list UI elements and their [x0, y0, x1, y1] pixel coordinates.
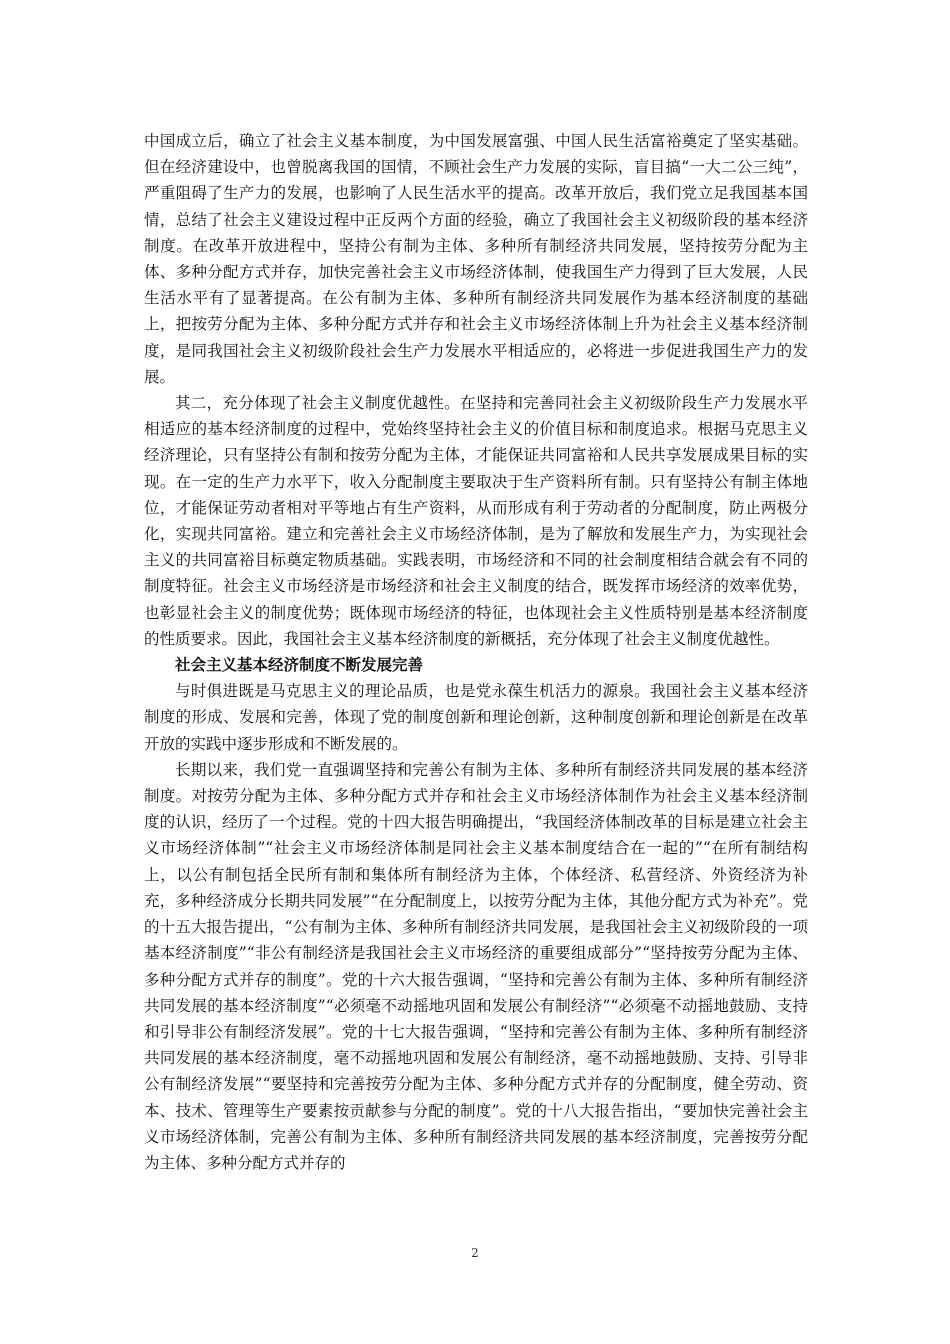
paragraph-history: 长期以来，我们党一直强调坚持和完善公有制为主体、多种所有制经济共同发展的基本经济制度。对按劳分配为主体、多种分配方式并存和社会主义市场经济体制作为社会主义基本经济制度的认识，经历了一个过程。党的十四大报告明确提出，“我国经济体制改革的目标是建立社会主义市场经济体制”“社会主义市场经济体制是同社会主义基本制度结合在一起的”“在所有制结构上，以公有制包括全民所有制和集体所有制经济为主体，个体经济、私营经济、外资经济为补充，多种经济成分长期共同发展”“在分配制度上，以按劳分配为主体，其他分配方式为补充”。党的十五大报告提出，“公有制为主体、多种所有制经济共同发展，是我国社会主义初级阶段的一项基本经济制度”“非公有制经济是我国社会主义市场经济的重要组成部分”“坚持按劳分配为主体、多种分配方式并存的制度”。党的十六大报告强调，“坚持和完善公有制为主体、多种所有制经济共同发展的基本经济制度”“必须毫不动摇地巩固和发展公有制经济”“必须毫不动摇地鼓励、支持和引导非公有制经济发展”。党的十七大报告强调，“坚持和完善公有制为主体、多种所有制经济共同发展的基本经济制度，毫不动摇地巩固和发展公有制经济，毫不动摇地鼓励、支持、引导非公有制经济发展”“要坚持和完善按劳分配为主体、多种分配方式并存的分配制度，健全劳动、资本、技术、管理等生产要素按贡献参与分配的制度”。党的十八大报告指出，“要加快完善社会主义市场经济体制，完善公有制为主体、多种所有制经济共同发展的基本经济制度，完善按劳分配为主体、多种分配方式并存的: [144, 760, 808, 1172]
page-number: 2: [471, 1246, 479, 1260]
paragraph-keep-pace: 与时俱进既是马克思主义的理论品质，也是党永葆生机活力的源泉。我国社会主义基本经济制度的形成、发展和完善，体现了党的制度创新和理论创新，这种制度创新和理论创新是在改革开放的实践中逐步形成和不断发展的。: [144, 682, 808, 753]
paragraph-superiority: 其二，充分体现了社会主义制度优越性。在坚持和完善同社会主义初级阶段生产力发展水平相适应的基本经济制度的过程中，党始终坚持社会主义的价值目标和制度追求。根据马克思主义经济理论，只有坚持公有制和按劳分配为主体，才能保证共同富裕和人民共享发展成果目标的实现。在一定的生产力水平下，收入分配制度主要取决于生产资料所有制。只有坚持公有制主体地位，才能保证劳动者相对平等地占有生产资料，从而形成有利于劳动者的分配制度，防止两极分化，实现共同富裕。建立和完善社会主义市场经济体制，是为了解放和发展生产力，为实现社会主义的共同富裕目标奠定物质基础。实践表明，市场经济和不同的社会制度相结合就会有不同的制度特征。社会主义市场经济是市场经济和社会主义制度的结合，既发挥市场经济的效率优势，也彰显社会主义的制度优势；既体现市场经济的特征，也体现社会主义性质特别是基本经济制度的性质要求。因此，我国社会主义基本经济制度的新概括，充分体现了社会主义制度优越性。: [144, 394, 808, 648]
section-heading: 社会主义基本经济制度不断发展完善: [175, 656, 424, 675]
paragraph-continued: 中国成立后，确立了社会主义基本制度，为中国发展富强、中国人民生活富裕奠定了坚实基础。但在经济建设中，也曾脱离我国的国情，不顾社会生产力发展的实际，盲目搞“一大二公三纯”，严重阻碍了生产力的发展，也影响了人民生活水平的提高。改革开放后，我们党立足我国基本国情，总结了社会主义建设过程中正反两个方面的经验，确立了我国社会主义初级阶段的基本经济制度。在改革开放进程中，坚持公有制为主体、多种所有制经济共同发展，坚持按劳分配为主体、多种分配方式并存，加快完善社会主义市场经济体制，使我国生产力得到了巨大发展，人民生活水平有了显著提高。在公有制为主体、多种所有制经济共同发展作为基本经济制度的基础上，把按劳分配为主体、多种分配方式并存和社会主义市场经济体制上升为社会主义基本经济制度，是同我国社会主义初级阶段社会生产力发展水平相适应的，必将进一步促进我国生产力的发展。: [144, 132, 808, 386]
document-body: [144, 128, 808, 1176]
